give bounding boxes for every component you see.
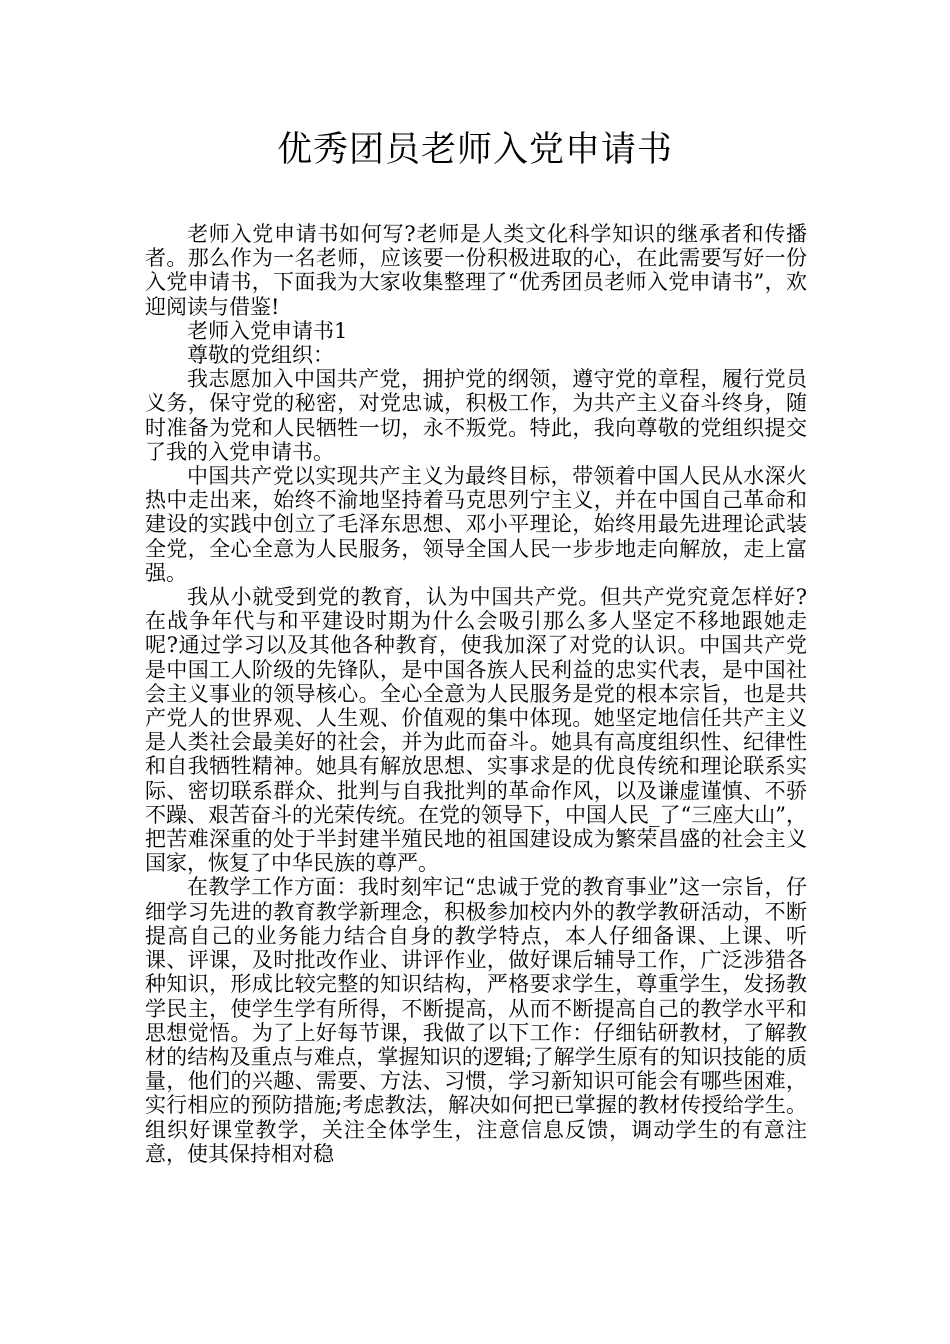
paragraph-pledge: 我志愿加入中国共产党，拥护党的纲领，遵守党的章程，履行党员义务，保守党的秘密，对党忠诚，积极工作，为共产主义奋斗终身，随时准备为党和人民牺牲一切，永不叛党。特此，我向尊敬的党组织提交了我的入党申请书。: [145, 367, 807, 464]
paragraph-heading: 老师入党申请书1: [187, 318, 348, 343]
paragraph-understanding: 我从小就受到党的教育，认为中国共产党。但共产党究竟怎样好?在战争年代与和平建设时期为什么会吸引那么多人坚定不移地跟她走呢?通过学习以及其他各种教育，使我加深了对党的认识。中国共产党是中国工人阶级的先锋队，是中国各族人民利益的忠实代表，是中国社会主义事业的领导核心。全心全意为人民服务是党的根本宗旨，也是共产党人的世界观、人生观、价值观的集中体现。她坚定地信任共产主义是人类社会最美好的社会，并为此而奋斗。她具有高度组织性、纪律性和自我牺牲精神。她具有解放思想、实事求是的优良传统和理论联系实际、密切联系群众、批判与自我批判的革命作风，以及谦虚谨慎、不骄不躁、艰苦奋斗的光荣传统。在党的领导下，中国人民_了“三座大山”，把苦难深重的处于半封建半殖民地的祖国建设成为繁荣昌盛的社会主义国家，恢复了中华民族的尊严。: [145, 585, 807, 876]
paragraph-salutation: 尊敬的党组织：: [187, 343, 334, 368]
document-title: 优秀团员老师入党申请书: [276, 130, 673, 170]
paragraph-party-goal: 中国共产党以实现共产主义为最终目标，带领着中国人民从水深火热中走出来，始终不渝地坚持着马克思列宁主义，并在中国自己革命和建设的实践中创立了毛泽东思想、邓小平理论，始终用最先进理论武装全党，全心全意为人民服务，领导全国人民一步步地走向解放，走上富强。: [145, 464, 807, 585]
paragraph-intro: 老师入党申请书如何写?老师是人类文化科学知识的继承者和传播者。那么作为一名老师，应该要一份积极进取的心，在此需要写好一份入党申请书，下面我为大家收集整理了“优秀团员老师入党申请书”，欢迎阅读与借鉴!: [145, 222, 807, 319]
document-body: [145, 222, 807, 1166]
paragraph-teaching-work: 在教学工作方面：我时刻牢记“忠诚于党的教育事业”这一宗旨，仔细学习先进的教育教学新理念，积极参加校内外的教学教研活动，不断提高自己的业务能力结合自身的教学特点，本人仔细备课、上课、听课、评课，及时批改作业、讲评作业，做好课后辅导工作，广泛涉猎各种知识，形成比较完整的知识结构，严格要求学生，尊重学生，发扬教学民主，使学生学有所得，不断提高，从而不断提高自己的教学水平和思想觉悟。为了上好每节课，我做了以下工作：仔细钻研教材，了解教材的结构及重点与难点，掌握知识的逻辑;了解学生原有的知识技能的质量，他们的兴趣、需要、方法、习惯，学习新知识可能会有哪些困难，实行相应的预防措施;考虑教法，解决如何把已掌握的教材传授给学生。组织好课堂教学，关注全体学生，注意信息反馈，调动学生的有意注意，使其保持相对稳: [145, 875, 807, 1166]
